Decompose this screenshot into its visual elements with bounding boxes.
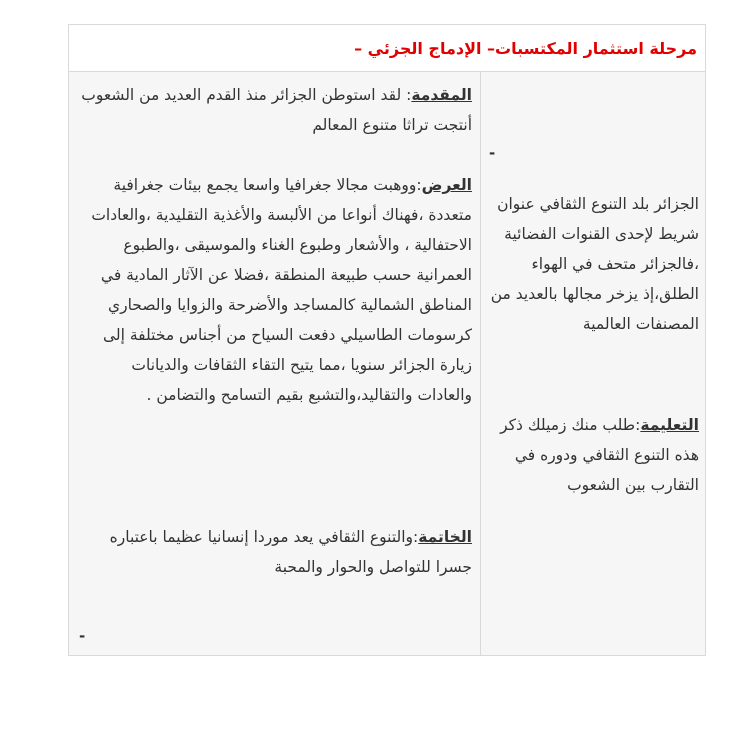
body-text: :ووهبت مجالا جغرافيا واسعا يجمع بيئات جغرافية متعددة ،فهناك أنواعا من الألبسة والأغذية التقليدية ،والعادات الاحتفالية ، والأشعار وطبوع الغناء والموسيقى ،والطبوع العمرانية حسب طبيعة المنطقة ،فضلا عن الآثار المادية في المناطق الشمالية كالمساجد والأضرحة والزوايا والصحاري كرسومات الطاسيلي دفعت السياح من أجناس مختلفة إلى زيارة الجزائر سنويا ،مما يتيح التقاء الثقافات والديانات والعادات والتقاليد،والتشبع بقيم التسامح والتضامن . [91, 176, 472, 404]
instruction-paragraph [485, 410, 699, 500]
conclusion-paragraph [75, 522, 472, 582]
intro-text: : لقد استوطن الجزائر منذ القدم العديد من الشعوب أنتجت تراثا متنوع المعالم [81, 86, 472, 134]
answer-cell [69, 72, 480, 655]
activity-table [68, 24, 706, 656]
context-cell [480, 72, 705, 655]
activity-title: مرحلة استثمار المكتسبات– الإدماج الجزئي – [354, 38, 697, 58]
intro-label: المقدمة [411, 86, 472, 104]
conclusion-text: :والتنوع الثقافي يعد موردا إنسانيا عظيما باعتباره جسرا للتواصل والحوار والمحبة [109, 528, 472, 576]
context-text: الجزائر بلد التنوع الثقافي عنوان شريط لإحدى القنوات الفضائية ،فالجزائر متحف في الهواء الطلق،إذ يزخر مجالها بالعديد من المصنفات العالمية [490, 195, 699, 333]
instruction-text: :طلب منك زميلك ذكر هذه التنوع الثقافي ودوره في التقارب بين الشعوب [500, 416, 699, 494]
dash-marker: - [79, 627, 86, 645]
content-row [69, 72, 705, 655]
body-paragraph [75, 170, 472, 410]
instruction-label: التعليمة [640, 416, 699, 434]
dash-marker: - [489, 144, 496, 162]
body-label: العرض [421, 176, 472, 194]
intro-paragraph [75, 80, 472, 140]
conclusion-label: الخاتمة [418, 528, 472, 546]
title-row [69, 25, 705, 72]
